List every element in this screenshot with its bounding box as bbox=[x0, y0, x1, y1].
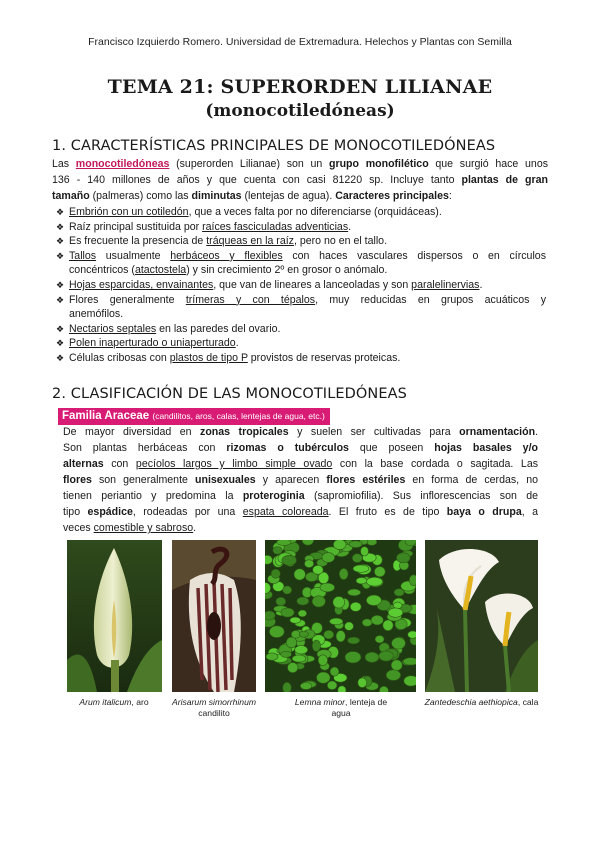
caption-arum: Arum italicum, aro bbox=[79, 697, 149, 707]
arum-italicum-photo bbox=[67, 540, 162, 692]
duckweed-frond bbox=[313, 565, 324, 574]
list-item: ❖ Embrión con un cotiledón, que a veces falta por no diferenciarse (orquidáceas). bbox=[56, 206, 442, 218]
diamond-bullet-icon: ❖ bbox=[56, 338, 65, 349]
duckweed-frond bbox=[409, 575, 416, 586]
duckweed-frond bbox=[375, 636, 384, 643]
duckweed-frond bbox=[265, 611, 275, 620]
duckweed-frond bbox=[283, 586, 292, 594]
duckweed-frond bbox=[273, 547, 282, 555]
duckweed-frond bbox=[371, 615, 383, 625]
duckweed-frond bbox=[403, 658, 416, 665]
lemna-minor-photo bbox=[265, 540, 416, 692]
page-header: Francisco Izquierdo Romero. Universidad de Extremadura. Helechos y Plantas con Semilla bbox=[88, 36, 512, 48]
zantedeschia-photo bbox=[425, 540, 538, 692]
arisarum-simorrhinum-photo bbox=[172, 540, 256, 692]
list-item: ❖ Nectarios septales en las paredes del ovario. bbox=[56, 322, 281, 335]
duckweed-frond bbox=[318, 655, 327, 666]
duckweed-frond bbox=[298, 610, 307, 617]
duckweed-frond bbox=[379, 686, 388, 692]
duckweed-frond bbox=[294, 569, 305, 580]
duckweed-frond bbox=[330, 618, 343, 625]
duckweed-frond bbox=[333, 597, 345, 609]
duckweed-frond bbox=[353, 565, 369, 572]
duckweed-frond bbox=[295, 646, 308, 654]
duckweed-frond bbox=[266, 653, 278, 660]
duckweed-frond bbox=[320, 583, 335, 592]
caption-zantedeschia: Zantedeschia aethiopica, cala bbox=[424, 697, 539, 707]
duckweed-frond bbox=[281, 608, 294, 617]
duckweed-frond bbox=[299, 631, 308, 637]
diamond-bullet-icon: ❖ bbox=[56, 236, 65, 247]
duckweed-frond bbox=[324, 630, 334, 639]
duckweed-frond bbox=[276, 597, 286, 605]
duckweed-frond bbox=[356, 578, 367, 584]
duckweed-frond bbox=[348, 637, 360, 644]
diamond-bullet-icon: ❖ bbox=[56, 221, 65, 232]
duckweed-frond bbox=[281, 651, 292, 657]
duckweed-frond bbox=[269, 626, 284, 638]
duckweed-frond bbox=[283, 682, 292, 692]
list-item: ❖ Flores generalmente trímeras y con tépalos, muy reducidas en grupos acuáticos y anemófilos. bbox=[56, 293, 546, 321]
duckweed-frond bbox=[322, 553, 335, 563]
duckweed-frond bbox=[397, 553, 411, 563]
list-item: ❖ Polen inaperturado o uniaperturado. bbox=[56, 337, 239, 350]
list-item: ❖ Hojas esparcidas, envainantes, que van de lineares a lanceoladas y son paralelinervias. bbox=[56, 278, 483, 291]
section2-heading: 2. CLASIFICACIÓN DE LAS MONOCOTILEDÓNEAS bbox=[52, 386, 407, 402]
duckweed-frond bbox=[312, 640, 320, 651]
duckweed-frond bbox=[277, 540, 291, 545]
duckweed-frond bbox=[374, 567, 385, 577]
diamond-bullet-icon: ❖ bbox=[56, 294, 65, 305]
list-item: ❖ Es frecuente la presencia de tráqueas en la raíz, pero no en el tallo. bbox=[56, 235, 388, 248]
duckweed-frond bbox=[348, 589, 361, 596]
diamond-bullet-icon: ❖ bbox=[56, 207, 65, 217]
duckweed-frond bbox=[358, 678, 367, 688]
intro-line-2: 136 - 140 millones de años y que cuenta con casi 81220 sp. Incluye tanto plantas de gran bbox=[52, 174, 548, 186]
page-subtitle: (monocotiledóneas) bbox=[205, 101, 395, 121]
diamond-bullet-icon: ❖ bbox=[56, 250, 65, 261]
caption-lemna: Lemna minor, lenteja de agua bbox=[294, 697, 388, 718]
duckweed-frond bbox=[366, 595, 381, 605]
duckweed-frond bbox=[345, 622, 354, 630]
family-label: Familia Araceae (candilitos, aros, calas, lentejas de agua, etc.) bbox=[58, 408, 330, 425]
duckweed-frond bbox=[386, 670, 400, 681]
list-item: ❖ Tallos usualmente herbáceos y flexibles con haces vasculares dispersos o en círculos concéntricos (atactostela) y sin crecimiento 2º en grosor o anómalo. bbox=[56, 249, 546, 277]
duckweed-frond bbox=[352, 554, 362, 563]
characteristics-list bbox=[56, 205, 546, 366]
duckweed-frond bbox=[265, 555, 273, 564]
duckweed-frond bbox=[350, 602, 361, 611]
duckweed-frond bbox=[317, 672, 331, 683]
araceae-description: De mayor diversidad en zonas tropicales y suelen ser cultivadas para ornamentación. Son plantas herbáceas con rizomas o tubérculos que poseen hojas basales y/o alternas con pecíolos largos y limbo simple ovado con la base cordada o sagitada. Las flores son generalmente unisexuales y aparecen flores estériles en forma de cerdas, no tienen periantio y predomina la proteroginia (sapromiofilia). Sus inflorescencias son de tipo espádice, rodeadas por una espata coloreada. El fruto es de tipo baya o drupa, a veces comestible y sabroso. bbox=[63, 426, 538, 534]
list-item: ❖ Raíz principal sustituida por raíces fasciculadas adventicias. bbox=[56, 220, 352, 233]
duckweed-frond bbox=[404, 676, 416, 686]
page-title: TEMA 21: SUPERORDEN LILIANAE bbox=[107, 76, 493, 98]
duckweed-frond bbox=[297, 597, 309, 605]
intro-line-1: Las monocotiledóneas (superorden Lilianae) son un grupo monofilético que surgió hace unos bbox=[52, 158, 548, 170]
section1-heading: 1. CARACTERÍSTICAS PRINCIPALES DE MONOCOTILEDÓNEAS bbox=[52, 138, 496, 154]
section1-intro bbox=[52, 156, 548, 204]
duckweed-frond bbox=[290, 617, 301, 623]
duckweed-frond bbox=[300, 683, 312, 690]
duckweed-frond bbox=[288, 663, 298, 673]
duckweed-frond bbox=[391, 660, 402, 671]
term-link[interactable]: monocotiledóneas bbox=[75, 158, 170, 170]
duckweed-frond bbox=[330, 667, 339, 676]
duckweed-frond bbox=[292, 655, 306, 662]
duckweed-frond bbox=[392, 638, 406, 649]
duckweed-frond bbox=[327, 681, 337, 690]
duckweed-frond bbox=[286, 637, 296, 648]
duckweed-frond bbox=[349, 541, 362, 548]
diamond-bullet-icon: ❖ bbox=[56, 279, 65, 290]
duckweed-frond bbox=[312, 596, 325, 607]
duckweed-frond bbox=[408, 631, 416, 638]
duckweed-frond bbox=[339, 568, 348, 579]
duckweed-frond bbox=[394, 589, 404, 596]
duckweed-frond bbox=[365, 652, 379, 662]
duckweed-frond bbox=[379, 651, 393, 661]
intro-line-3: tamaño (palmeras) como las diminutas (lentejas de agua). Caracteres principales: bbox=[52, 190, 452, 202]
duckweed-frond bbox=[338, 686, 346, 692]
diamond-bullet-icon: ❖ bbox=[56, 323, 65, 334]
duckweed-frond bbox=[362, 619, 372, 626]
duckweed-frond bbox=[367, 540, 377, 545]
duckweed-frond bbox=[305, 560, 314, 568]
duckweed-frond bbox=[282, 555, 297, 565]
duckweed-frond bbox=[336, 631, 345, 642]
list-item: ❖ Células cribosas con plastos de tipo P provistos de reservas proteicas. bbox=[56, 351, 401, 364]
caption-arisarum: Arisarum simorrhinum candilito bbox=[171, 697, 257, 718]
duckweed-frond bbox=[271, 569, 280, 578]
diamond-bullet-icon: ❖ bbox=[56, 352, 65, 363]
duckweed-frond bbox=[333, 540, 346, 550]
duckweed-frond bbox=[388, 608, 403, 617]
duckweed-frond bbox=[345, 652, 361, 663]
duckweed-frond bbox=[383, 620, 393, 631]
duckweed-frond bbox=[361, 547, 369, 556]
duckweed-frond bbox=[367, 577, 383, 586]
